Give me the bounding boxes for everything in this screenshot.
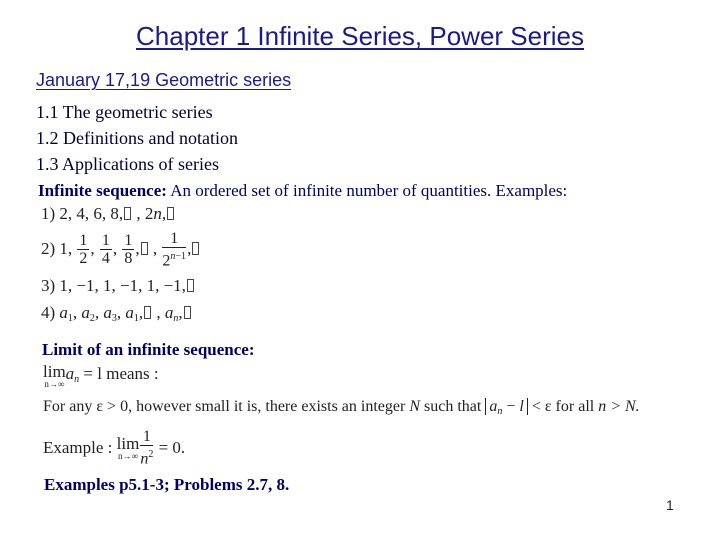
box-glyph: [187, 279, 194, 292]
definition-term: Infinite sequence:: [38, 181, 167, 200]
limit-example: Example : lim n→∞ $\frac{1}{n^2}$ = 0.: [43, 428, 186, 468]
limit-definition: lim n→∞ $a_n = l$ means :: [43, 362, 159, 389]
definition-text: An ordered set of infinite number of quantities. Examples:: [166, 181, 568, 200]
limit-condition: For any ε > 0, however small it is, there exists an integer N such that $a_n - l < \varepsilon$ for all n > N.: [43, 398, 640, 417]
fraction: $\frac{1}{4}$: [101, 232, 110, 268]
example-3: 3) 1, −1, 1, −1, 1, −1,: [41, 276, 195, 296]
page-title: Chapter 1 Infinite Series, Power Series: [136, 21, 584, 51]
box-glyph: [144, 306, 151, 319]
fraction: $\frac{1}{2^{n-1}}$: [162, 230, 187, 270]
page-number: 1: [666, 497, 674, 513]
problems-reference: Examples p5.1-3; Problems 2.7, 8.: [44, 475, 290, 494]
section-subtitle: January 17,19 Geometric series: [36, 70, 292, 90]
toc-list: [36, 99, 238, 177]
fraction: $\frac{1}{8}$: [124, 232, 133, 268]
box-glyph: [192, 242, 199, 255]
box-glyph: [141, 242, 148, 255]
box-glyph: [184, 306, 191, 319]
example-1: 1) 2, 4, 6, 8, , 2n,: [41, 204, 175, 224]
box-glyph: [124, 207, 131, 220]
toc-item: 1.3 Applications of series: [36, 154, 219, 174]
example-4: 4) $a_1$, $a_2$, $a_3$, $a_1$, , $a_n$,: [41, 303, 192, 324]
fraction: $\frac{1}{n^2}$: [140, 428, 154, 468]
definition-line: [38, 181, 567, 201]
limit-heading: Limit of an infinite sequence:: [42, 340, 255, 359]
toc-item: 1.2 Definitions and notation: [36, 128, 238, 148]
toc-item: 1.1 The geometric series: [36, 102, 213, 122]
example-2: 2) 1, $\frac{1}{2}$ , $\frac{1}{4}$ , $\frac{1}{8}$ , , $\frac{1}{2^{n-1}}$ ,: [41, 230, 200, 270]
box-glyph: [167, 207, 174, 220]
fraction: $\frac{1}{2}$: [79, 232, 88, 268]
